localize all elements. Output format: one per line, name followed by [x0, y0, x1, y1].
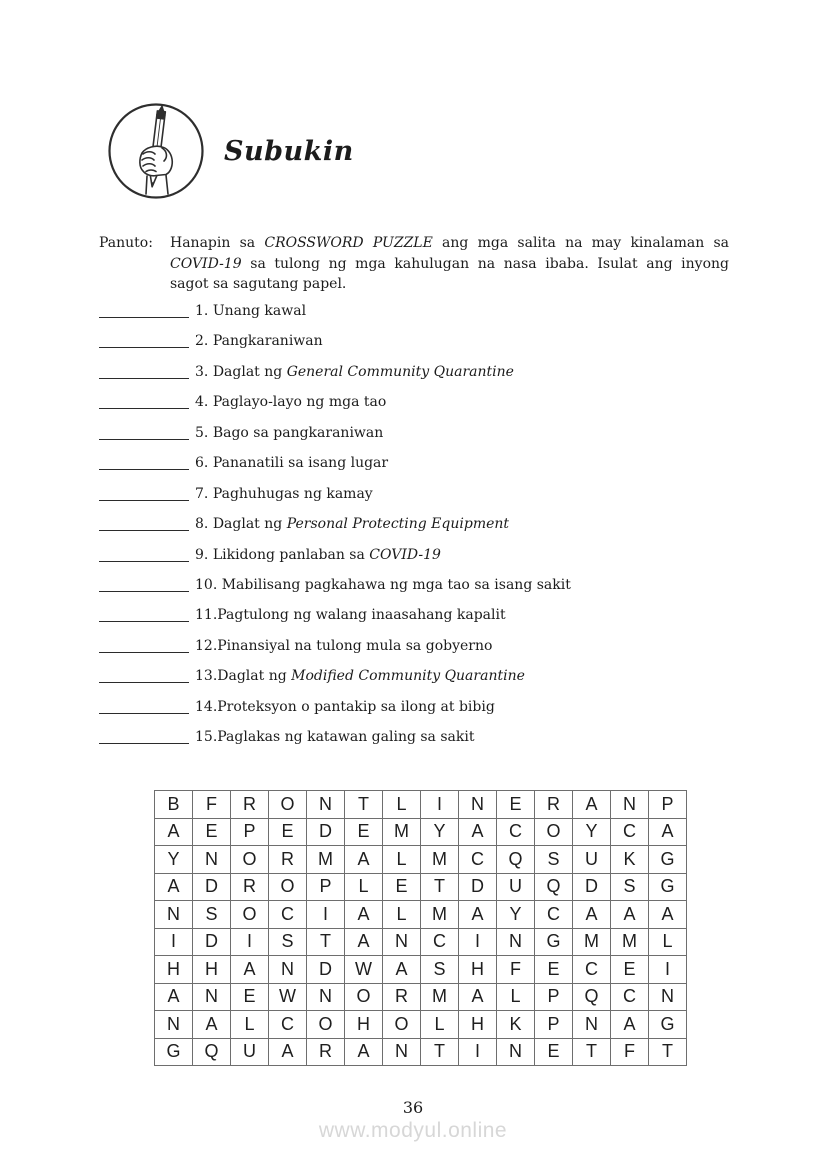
grid-cell: R [231, 791, 269, 819]
grid-cell: A [459, 901, 497, 929]
grid-cell: O [231, 846, 269, 874]
grid-cell: A [573, 791, 611, 819]
grid-cell: R [535, 791, 573, 819]
grid-cell: G [649, 846, 687, 874]
grid-cell: R [231, 873, 269, 901]
grid-cell: E [383, 873, 421, 901]
grid-cell: N [459, 791, 497, 819]
grid-cell: L [231, 1011, 269, 1039]
grid-cell: E [535, 956, 573, 984]
grid-cell: T [307, 928, 345, 956]
grid-cell: T [421, 873, 459, 901]
grid-cell: C [269, 901, 307, 929]
definition-text-6: 6. Pananatili sa isang lugar [195, 455, 389, 472]
answer-blank-1 [99, 305, 189, 318]
grid-cell: Y [573, 818, 611, 846]
grid-cell: Y [155, 846, 193, 874]
word-search-grid [154, 790, 687, 1066]
definition-text-5: 5. Bago sa pangkaraniwan [195, 424, 384, 441]
grid-row [155, 873, 687, 901]
grid-cell: I [231, 928, 269, 956]
grid-cell: D [193, 928, 231, 956]
grid-cell: M [421, 901, 459, 929]
grid-row [155, 1038, 687, 1066]
grid-cell: H [155, 956, 193, 984]
definition-item-9 [99, 547, 759, 577]
grid-cell: N [307, 791, 345, 819]
grid-cell: S [193, 901, 231, 929]
definition-item-12 [99, 638, 759, 668]
definition-text-7: 7. Paghuhugas ng kamay [195, 485, 373, 502]
grid-cell: A [611, 901, 649, 929]
grid-cell: P [231, 818, 269, 846]
grid-cell: M [611, 928, 649, 956]
grid-cell: N [573, 1011, 611, 1039]
grid-cell: S [535, 846, 573, 874]
grid-cell: A [383, 956, 421, 984]
page-title: Subukin [224, 136, 354, 167]
definitions-list [99, 303, 759, 760]
grid-row [155, 818, 687, 846]
grid-cell: P [535, 1011, 573, 1039]
grid-cell: T [573, 1038, 611, 1066]
grid-cell: P [307, 873, 345, 901]
grid-cell: N [155, 901, 193, 929]
definition-item-6 [99, 455, 759, 485]
grid-cell: T [649, 1038, 687, 1066]
grid-cell: N [649, 983, 687, 1011]
grid-cell: K [497, 1011, 535, 1039]
grid-cell: G [535, 928, 573, 956]
grid-cell: G [649, 873, 687, 901]
grid-cell: A [345, 846, 383, 874]
answer-blank-7 [99, 488, 189, 501]
grid-cell: O [535, 818, 573, 846]
grid-cell: E [269, 818, 307, 846]
grid-cell: A [193, 1011, 231, 1039]
definition-text-8: 8. Daglat ng Personal Protecting Equipment [195, 516, 510, 533]
instructions-line-3: sagot sa sagutang papel. [170, 276, 347, 293]
grid-cell: D [307, 818, 345, 846]
answer-blank-4 [99, 396, 189, 409]
grid-cell: R [383, 983, 421, 1011]
grid-cell: S [611, 873, 649, 901]
grid-cell: A [459, 983, 497, 1011]
instructions-label: Panuto: [99, 235, 153, 251]
grid-cell: N [497, 928, 535, 956]
grid-cell: T [421, 1038, 459, 1066]
instructions-line-1: Hanapin sa CROSSWORD PUZZLE ang mga salita na may kinalaman sa [170, 235, 729, 251]
definition-text-3: 3. Daglat ng General Community Quarantine [195, 363, 514, 380]
grid-row [155, 791, 687, 819]
grid-cell: L [383, 791, 421, 819]
definition-item-4 [99, 394, 759, 424]
grid-cell: L [649, 928, 687, 956]
grid-cell: N [307, 983, 345, 1011]
grid-cell: A [649, 901, 687, 929]
definition-item-2 [99, 333, 759, 363]
grid-cell: H [459, 1011, 497, 1039]
grid-row [155, 846, 687, 874]
grid-cell: Y [421, 818, 459, 846]
grid-cell: N [383, 1038, 421, 1066]
grid-cell: F [611, 1038, 649, 1066]
answer-blank-11 [99, 609, 189, 622]
answer-blank-13 [99, 670, 189, 683]
grid-cell: C [535, 901, 573, 929]
grid-cell: O [231, 901, 269, 929]
grid-row [155, 928, 687, 956]
grid-cell: Q [193, 1038, 231, 1066]
grid-cell: S [269, 928, 307, 956]
grid-cell: C [611, 983, 649, 1011]
grid-cell: L [383, 901, 421, 929]
grid-cell: M [421, 983, 459, 1011]
answer-blank-10 [99, 579, 189, 592]
definition-text-13: 13.Daglat ng Modified Community Quarantine [195, 668, 525, 685]
instructions-text [170, 233, 729, 295]
grid-cell: A [155, 983, 193, 1011]
grid-cell: O [269, 873, 307, 901]
grid-cell: M [383, 818, 421, 846]
grid-cell: A [573, 901, 611, 929]
grid-cell: U [497, 873, 535, 901]
grid-cell: D [193, 873, 231, 901]
grid-cell: C [611, 818, 649, 846]
definition-text-12: 12.Pinansiyal na tulong mula sa gobyerno [195, 637, 493, 654]
grid-cell: E [231, 983, 269, 1011]
definition-text-10: 10. Mabilisang pagkahawa ng mga tao sa isang sakit [195, 576, 571, 593]
grid-cell: N [383, 928, 421, 956]
answer-blank-3 [99, 366, 189, 379]
definition-item-8 [99, 516, 759, 546]
grid-cell: Q [573, 983, 611, 1011]
grid-cell: C [497, 818, 535, 846]
definition-item-7 [99, 486, 759, 516]
grid-cell: Y [497, 901, 535, 929]
grid-cell: F [193, 791, 231, 819]
grid-cell: Q [535, 873, 573, 901]
grid-cell: N [193, 983, 231, 1011]
page-number: 36 [402, 1098, 424, 1117]
grid-cell: A [269, 1038, 307, 1066]
grid-cell: R [307, 1038, 345, 1066]
grid-cell: K [611, 846, 649, 874]
grid-cell: S [421, 956, 459, 984]
answer-blank-5 [99, 427, 189, 440]
grid-row [155, 901, 687, 929]
grid-cell: H [459, 956, 497, 984]
definition-text-1: 1. Unang kawal [195, 303, 307, 319]
grid-cell: U [573, 846, 611, 874]
grid-cell: N [155, 1011, 193, 1039]
grid-cell: I [155, 928, 193, 956]
grid-cell: A [611, 1011, 649, 1039]
grid-cell: C [459, 846, 497, 874]
definition-text-2: 2. Pangkaraniwan [195, 333, 323, 350]
grid-cell: U [231, 1038, 269, 1066]
answer-blank-2 [99, 335, 189, 348]
grid-cell: C [269, 1011, 307, 1039]
grid-cell: E [535, 1038, 573, 1066]
definition-item-13 [99, 668, 759, 698]
grid-cell: P [535, 983, 573, 1011]
grid-cell: R [269, 846, 307, 874]
grid-cell: D [573, 873, 611, 901]
grid-cell: A [155, 873, 193, 901]
grid-cell: C [421, 928, 459, 956]
definition-text-4: 4. Paglayo-layo ng mga tao [195, 394, 387, 411]
grid-cell: B [155, 791, 193, 819]
definition-item-10 [99, 577, 759, 607]
grid-cell: A [345, 901, 383, 929]
grid-cell: N [497, 1038, 535, 1066]
grid-cell: I [459, 928, 497, 956]
definition-item-1 [99, 303, 759, 333]
grid-cell: T [345, 791, 383, 819]
instructions-block [99, 233, 730, 295]
grid-cell: N [611, 791, 649, 819]
grid-cell: G [649, 1011, 687, 1039]
grid-cell: W [345, 956, 383, 984]
grid-cell: O [269, 791, 307, 819]
grid-cell: D [307, 956, 345, 984]
grid-cell: F [497, 956, 535, 984]
definition-text-14: 14.Proteksyon o pantakip sa ilong at bibig [195, 698, 495, 715]
grid-cell: I [459, 1038, 497, 1066]
grid-cell: I [307, 901, 345, 929]
answer-blank-6 [99, 457, 189, 470]
grid-cell: A [459, 818, 497, 846]
grid-cell: O [383, 1011, 421, 1039]
definition-item-5 [99, 425, 759, 455]
grid-cell: E [497, 791, 535, 819]
grid-cell: H [345, 1011, 383, 1039]
grid-cell: L [421, 1011, 459, 1039]
definition-item-3 [99, 364, 759, 394]
definition-item-15 [99, 729, 759, 759]
grid-cell: G [155, 1038, 193, 1066]
grid-cell: M [421, 846, 459, 874]
grid-cell: W [269, 983, 307, 1011]
grid-cell: I [649, 956, 687, 984]
grid-cell: L [345, 873, 383, 901]
grid-cell: O [307, 1011, 345, 1039]
grid-cell: I [421, 791, 459, 819]
grid-cell: C [573, 956, 611, 984]
grid-cell: E [345, 818, 383, 846]
answer-blank-12 [99, 640, 189, 653]
grid-cell: A [231, 956, 269, 984]
grid-cell: A [345, 928, 383, 956]
grid-row [155, 1011, 687, 1039]
grid-cell: O [345, 983, 383, 1011]
instructions-line-2: COVID-19 sa tulong ng mga kahulugan na nasa ibaba. Isulat ang inyong [170, 255, 729, 272]
grid-cell: E [193, 818, 231, 846]
definition-item-11 [99, 607, 759, 637]
grid-cell: P [649, 791, 687, 819]
answer-blank-9 [99, 549, 189, 562]
grid-row [155, 983, 687, 1011]
grid-cell: A [345, 1038, 383, 1066]
definition-text-15: 15.Paglakas ng katawan galing sa sakit [195, 729, 475, 746]
grid-cell: A [649, 818, 687, 846]
answer-blank-15 [99, 731, 189, 744]
grid-cell: A [155, 818, 193, 846]
hand-holding-pencil-icon [106, 101, 206, 201]
grid-cell: N [193, 846, 231, 874]
grid-cell: D [459, 873, 497, 901]
grid-cell: N [269, 956, 307, 984]
grid-cell: L [497, 983, 535, 1011]
grid-row [155, 956, 687, 984]
definition-text-9: 9. Likidong panlaban sa COVID-19 [195, 546, 441, 563]
grid-cell: H [193, 956, 231, 984]
grid-cell: E [611, 956, 649, 984]
grid-cell: Q [497, 846, 535, 874]
grid-cell: M [307, 846, 345, 874]
grid-cell: M [573, 928, 611, 956]
answer-blank-14 [99, 701, 189, 714]
watermark: www.modyul.online [318, 1119, 508, 1142]
definition-text-11: 11.Pagtulong ng walang inaasahang kapalit [195, 607, 506, 624]
answer-blank-8 [99, 518, 189, 531]
definition-item-14 [99, 699, 759, 729]
grid-cell: L [383, 846, 421, 874]
